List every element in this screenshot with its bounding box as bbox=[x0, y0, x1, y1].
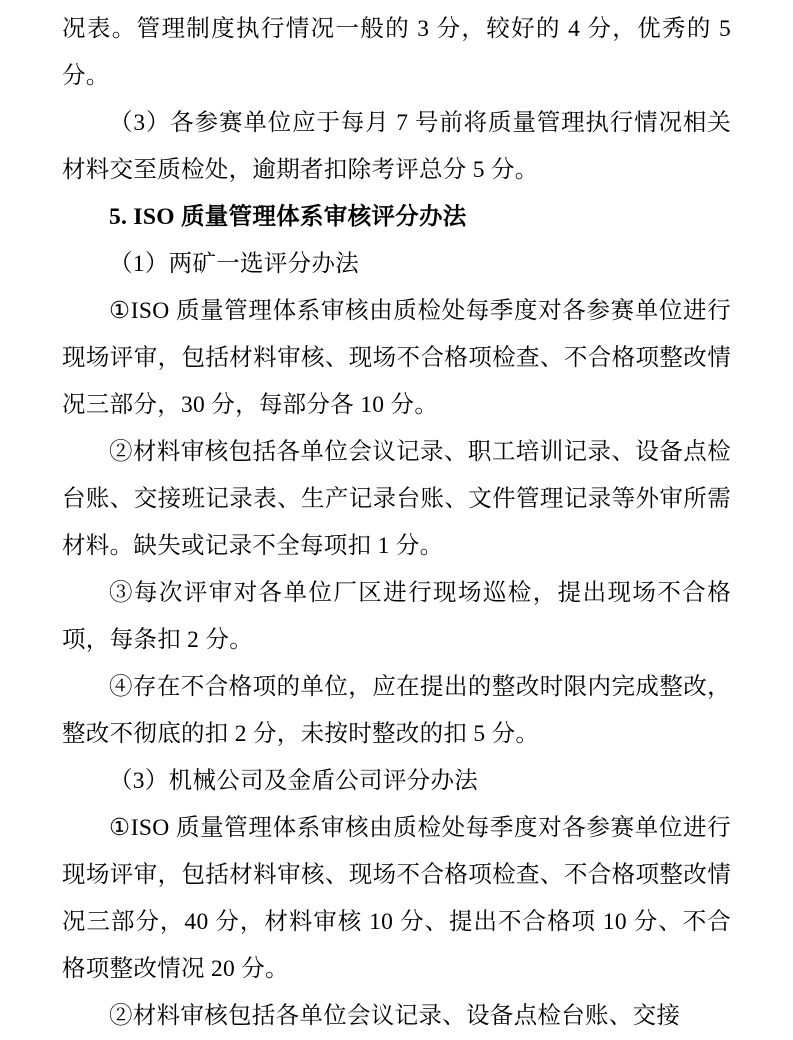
section-heading-5: 5. ISO 质量管理体系审核评分办法 bbox=[109, 204, 467, 230]
paragraph-point-4: ④存在不合格项的单位，应在提出的整改时限内完成整改，整改不彻底的扣 2 分，未按时整改的扣 5 分。 bbox=[62, 674, 731, 747]
paragraph-point-2-second: ②材料审核包括各单位会议记录、设备点检台账、交接 bbox=[109, 1003, 681, 1029]
paragraph-point-1-second: ①ISO 质量管理体系审核由质检处每季度对各参赛单位进行现场评审，包括材料审核、现场不合格项检查、不合格项整改情况三部分，40 分，材料审核 10 分、提出不合格项 10 分、不合格项整改情况 20 分。 bbox=[62, 815, 731, 982]
document-body bbox=[62, 6, 731, 1040]
paragraph-subsection-1: （1）两矿一选评分办法 bbox=[109, 251, 360, 277]
paragraph-subsection-3: （3）机械公司及金盾公司评分办法 bbox=[109, 768, 479, 794]
paragraph-point-1: ①ISO 质量管理体系审核由质检处每季度对各参赛单位进行现场评审，包括材料审核、现场不合格项检查、不合格项整改情况三部分，30 分，每部分各 10 分。 bbox=[62, 298, 731, 418]
paragraph-point-3: ③每次评审对各单位厂区进行现场巡检，提出现场不合格项，每条扣 2 分。 bbox=[62, 580, 731, 653]
paragraph-point-2: ②材料审核包括各单位会议记录、职工培训记录、设备点检台账、交接班记录表、生产记录台账、文件管理记录等外审所需材料。缺失或记录不全每项扣 1 分。 bbox=[62, 439, 731, 559]
paragraph-continuation: 况表。管理制度执行情况一般的 3 分，较好的 4 分，优秀的 5 分。 bbox=[62, 16, 731, 89]
paragraph-item-3: （3）各参赛单位应于每月 7 号前将质量管理执行情况相关材料交至质检处，逾期者扣除考评总分 5 分。 bbox=[62, 110, 731, 183]
